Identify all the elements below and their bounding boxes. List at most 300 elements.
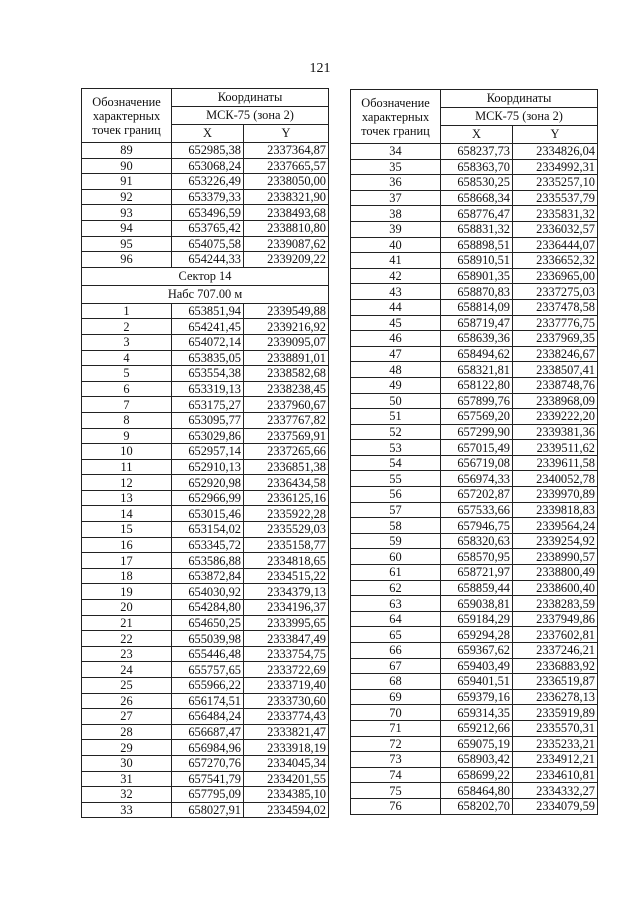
x-value: 654075,58 (172, 236, 244, 252)
y-value: 2334201,55 (244, 771, 329, 787)
table-row (82, 506, 329, 522)
point-number: 39 (351, 221, 441, 237)
point-number: 1 (82, 303, 172, 319)
table-row (351, 424, 598, 440)
point-number: 47 (351, 346, 441, 362)
table-row (351, 502, 598, 518)
table-row (82, 428, 329, 444)
designation-header-line2: характерных (92, 108, 161, 123)
x-value: 658494,62 (441, 346, 513, 362)
x-value: 656484,24 (172, 709, 244, 725)
x-value: 659314,35 (441, 705, 513, 721)
table-row (351, 377, 598, 393)
y-value: 2337478,58 (513, 299, 598, 315)
point-number: 58 (351, 518, 441, 534)
left-rows-bottom (82, 303, 329, 818)
designation-header-line3: точек границ (361, 123, 430, 138)
x-value: 659379,16 (441, 689, 513, 705)
table-row (82, 537, 329, 553)
coordinates-header: Координаты (441, 90, 598, 108)
point-number: 11 (82, 459, 172, 475)
table-row (351, 455, 598, 471)
y-value: 2335257,10 (513, 175, 598, 191)
x-value: 658898,51 (441, 237, 513, 253)
x-value: 654072,14 (172, 334, 244, 350)
y-value: 2333995,65 (244, 615, 329, 631)
y-value: 2336032,57 (513, 221, 598, 237)
point-number: 89 (82, 143, 172, 159)
x-value: 653872,84 (172, 568, 244, 584)
table-row (82, 459, 329, 475)
x-value: 657202,87 (441, 487, 513, 503)
left-rows-top (82, 143, 329, 268)
x-value: 657541,79 (172, 771, 244, 787)
x-value: 653851,94 (172, 303, 244, 319)
x-value: 653154,02 (172, 522, 244, 538)
point-number: 17 (82, 553, 172, 569)
x-value: 653379,33 (172, 189, 244, 205)
table-row (82, 412, 329, 428)
x-value: 653345,72 (172, 537, 244, 553)
point-number: 6 (82, 381, 172, 397)
table-row (82, 724, 329, 740)
point-number: 35 (351, 159, 441, 175)
point-number: 4 (82, 350, 172, 366)
right-rows (351, 144, 598, 815)
x-value: 658719,47 (441, 315, 513, 331)
point-number: 10 (82, 444, 172, 460)
point-number: 25 (82, 678, 172, 694)
x-value: 656984,96 (172, 740, 244, 756)
x-value: 653496,59 (172, 205, 244, 221)
point-number: 90 (82, 158, 172, 174)
x-value: 658122,80 (441, 377, 513, 393)
x-value: 653095,77 (172, 412, 244, 428)
table-row (82, 236, 329, 252)
y-value: 2334196,37 (244, 600, 329, 616)
x-value: 658668,34 (441, 190, 513, 206)
coordinate-system-header: МСК-75 (зона 2) (441, 108, 598, 126)
x-value: 658363,70 (441, 159, 513, 175)
table-row (351, 518, 598, 534)
point-number: 53 (351, 440, 441, 456)
x-value: 656687,47 (172, 724, 244, 740)
y-value: 2339564,24 (513, 518, 598, 534)
y-value: 2334332,27 (513, 783, 598, 799)
point-number: 22 (82, 631, 172, 647)
table-row (351, 362, 598, 378)
x-value: 658721,97 (441, 565, 513, 581)
table-row (351, 221, 598, 237)
x-value: 654650,25 (172, 615, 244, 631)
sector-title: Сектор 14 (82, 267, 329, 285)
x-value: 657533,66 (441, 502, 513, 518)
point-number: 7 (82, 397, 172, 413)
table-row (82, 787, 329, 803)
table-row (82, 615, 329, 631)
point-number: 26 (82, 693, 172, 709)
y-value: 2337960,67 (244, 397, 329, 413)
y-value: 2339222,20 (513, 409, 598, 425)
y-value: 2334594,02 (244, 802, 329, 818)
y-value: 2337767,82 (244, 412, 329, 428)
point-number: 36 (351, 175, 441, 191)
point-number: 68 (351, 674, 441, 690)
table-row (351, 798, 598, 814)
table-row (82, 646, 329, 662)
y-value: 2336652,32 (513, 253, 598, 269)
table-row (82, 553, 329, 569)
x-value: 658320,63 (441, 533, 513, 549)
point-number: 30 (82, 755, 172, 771)
y-value: 2338321,90 (244, 189, 329, 205)
y-value: 2339381,36 (513, 424, 598, 440)
y-value: 2333774,43 (244, 709, 329, 725)
point-number: 16 (82, 537, 172, 553)
y-value: 2338283,59 (513, 596, 598, 612)
y-value: 2334610,81 (513, 767, 598, 783)
point-number: 33 (82, 802, 172, 818)
table-row (351, 705, 598, 721)
x-value: 658570,95 (441, 549, 513, 565)
table-row (351, 144, 598, 160)
x-value: 659294,28 (441, 627, 513, 643)
point-number: 94 (82, 220, 172, 236)
point-number: 5 (82, 366, 172, 382)
x-value: 653554,38 (172, 366, 244, 382)
point-number: 24 (82, 662, 172, 678)
table-row (351, 206, 598, 222)
table-row (82, 189, 329, 205)
table-row (351, 440, 598, 456)
table-row (351, 346, 598, 362)
table-row (351, 253, 598, 269)
point-number: 54 (351, 455, 441, 471)
point-number: 67 (351, 658, 441, 674)
x-value: 653835,05 (172, 350, 244, 366)
point-number: 31 (82, 771, 172, 787)
coordinate-system-header: МСК-75 (зона 2) (172, 107, 329, 125)
table-row (351, 284, 598, 300)
table-row (82, 220, 329, 236)
y-value: 2335537,79 (513, 190, 598, 206)
x-value: 653029,86 (172, 428, 244, 444)
y-value: 2334379,13 (244, 584, 329, 600)
x-value: 654030,92 (172, 584, 244, 600)
table-row (351, 767, 598, 783)
point-number: 66 (351, 643, 441, 659)
y-value: 2336278,13 (513, 689, 598, 705)
table-row (351, 720, 598, 736)
x-value: 659212,66 (441, 720, 513, 736)
x-value: 657015,49 (441, 440, 513, 456)
x-value: 658903,42 (441, 752, 513, 768)
x-value: 653015,46 (172, 506, 244, 522)
table-row (82, 158, 329, 174)
y-value: 2338990,57 (513, 549, 598, 565)
y-value: 2333719,40 (244, 678, 329, 694)
y-value: 2333730,60 (244, 693, 329, 709)
table-row (351, 299, 598, 315)
table-row (351, 393, 598, 409)
x-value: 655446,48 (172, 646, 244, 662)
point-number: 60 (351, 549, 441, 565)
y-value: 2338238,45 (244, 381, 329, 397)
table-row (82, 522, 329, 538)
y-value: 2339970,89 (513, 487, 598, 503)
table-row (351, 736, 598, 752)
point-number: 65 (351, 627, 441, 643)
table-row (82, 143, 329, 159)
point-number: 72 (351, 736, 441, 752)
table-row (351, 752, 598, 768)
point-number: 76 (351, 798, 441, 814)
y-value: 2336434,58 (244, 475, 329, 491)
designation-header-line1: Обозначение (92, 94, 161, 109)
table-row (82, 319, 329, 335)
y-value: 2333847,49 (244, 631, 329, 647)
x-value: 653175,27 (172, 397, 244, 413)
x-value: 658814,09 (441, 299, 513, 315)
table-row (82, 366, 329, 382)
table-row (351, 159, 598, 175)
table-row (82, 771, 329, 787)
x-value: 653586,88 (172, 553, 244, 569)
y-value: 2338810,80 (244, 220, 329, 236)
table-row (82, 444, 329, 460)
point-number: 15 (82, 522, 172, 538)
y-value: 2337949,86 (513, 611, 598, 627)
y-value: 2338246,67 (513, 346, 598, 362)
point-number: 64 (351, 611, 441, 627)
point-number: 27 (82, 709, 172, 725)
page-number: 121 (309, 61, 331, 76)
y-value: 2336965,00 (513, 268, 598, 284)
point-number: 18 (82, 568, 172, 584)
x-value: 653226,49 (172, 174, 244, 190)
y-value: 2339549,88 (244, 303, 329, 319)
y-value: 2338493,68 (244, 205, 329, 221)
point-number: 37 (351, 190, 441, 206)
y-value: 2333722,69 (244, 662, 329, 678)
table-row (82, 693, 329, 709)
table-row (82, 678, 329, 694)
point-number: 63 (351, 596, 441, 612)
coordinates-header: Координаты (172, 89, 329, 107)
y-value: 2334992,31 (513, 159, 598, 175)
table-row (82, 755, 329, 771)
table-row (82, 475, 329, 491)
x-value: 654241,45 (172, 319, 244, 335)
table-row (351, 689, 598, 705)
y-value: 2334045,34 (244, 755, 329, 771)
table-row (82, 631, 329, 647)
table-row (82, 174, 329, 190)
y-value: 2333918,19 (244, 740, 329, 756)
table-row (351, 674, 598, 690)
table-row (82, 334, 329, 350)
point-number: 75 (351, 783, 441, 799)
x-value: 654284,80 (172, 600, 244, 616)
point-number: 13 (82, 490, 172, 506)
designation-header-line3: точек границ (92, 122, 161, 137)
table-row (351, 409, 598, 425)
y-value: 2334826,04 (513, 144, 598, 160)
x-value: 656974,33 (441, 471, 513, 487)
table-row (82, 584, 329, 600)
point-number: 3 (82, 334, 172, 350)
y-value: 2339087,62 (244, 236, 329, 252)
point-number: 40 (351, 237, 441, 253)
point-number: 96 (82, 252, 172, 268)
y-value: 2334912,21 (513, 752, 598, 768)
y-value: 2333754,75 (244, 646, 329, 662)
sector-height-row (82, 285, 329, 303)
point-number: 49 (351, 377, 441, 393)
y-value: 2338891,01 (244, 350, 329, 366)
point-number: 44 (351, 299, 441, 315)
point-number: 41 (351, 253, 441, 269)
x-value: 653319,13 (172, 381, 244, 397)
y-value: 2339095,07 (244, 334, 329, 350)
table-row (351, 175, 598, 191)
designation-header (82, 89, 172, 143)
y-value: 2338748,76 (513, 377, 598, 393)
x-value: 659367,62 (441, 643, 513, 659)
table-row (351, 237, 598, 253)
x-value: 658699,22 (441, 767, 513, 783)
table-row (351, 643, 598, 659)
table-row (82, 252, 329, 268)
x-value: 652966,99 (172, 490, 244, 506)
y-value: 2335158,77 (244, 537, 329, 553)
x-value: 658464,80 (441, 783, 513, 799)
point-number: 45 (351, 315, 441, 331)
point-number: 2 (82, 319, 172, 335)
x-value: 658027,91 (172, 802, 244, 818)
table-row (82, 350, 329, 366)
y-value: 2335233,21 (513, 736, 598, 752)
point-number: 51 (351, 409, 441, 425)
table-row (82, 397, 329, 413)
table-row (351, 190, 598, 206)
table-row (351, 487, 598, 503)
y-value: 2338600,40 (513, 580, 598, 596)
x-value: 658831,32 (441, 221, 513, 237)
x-value: 657899,76 (441, 393, 513, 409)
table-row (351, 596, 598, 612)
x-value: 655757,65 (172, 662, 244, 678)
point-number: 71 (351, 720, 441, 736)
x-value: 659075,19 (441, 736, 513, 752)
table-row (82, 662, 329, 678)
point-number: 28 (82, 724, 172, 740)
sector-height: Набс 707.00 м (82, 285, 329, 303)
y-value: 2337265,66 (244, 444, 329, 460)
point-number: 73 (351, 752, 441, 768)
point-number: 62 (351, 580, 441, 596)
designation-header-line2: характерных (361, 109, 430, 124)
x-column-header: X (441, 126, 513, 144)
y-value: 2336851,38 (244, 459, 329, 475)
y-value: 2338968,09 (513, 393, 598, 409)
table-row (351, 268, 598, 284)
x-value: 655966,22 (172, 678, 244, 694)
x-value: 659184,29 (441, 611, 513, 627)
x-value: 658859,44 (441, 580, 513, 596)
table-row (351, 565, 598, 581)
designation-header-line1: Обозначение (361, 95, 430, 110)
point-number: 9 (82, 428, 172, 444)
x-value: 655039,98 (172, 631, 244, 647)
x-value: 657270,76 (172, 755, 244, 771)
y-value: 2337275,03 (513, 284, 598, 300)
y-value: 2337969,35 (513, 331, 598, 347)
point-number: 93 (82, 205, 172, 221)
point-number: 12 (82, 475, 172, 491)
table-row (82, 381, 329, 397)
x-value: 658870,83 (441, 284, 513, 300)
sector-title-row (82, 267, 329, 285)
y-value: 2334385,10 (244, 787, 329, 803)
y-value: 2338582,68 (244, 366, 329, 382)
y-value: 2339818,83 (513, 502, 598, 518)
y-value: 2339216,92 (244, 319, 329, 335)
y-value: 2339611,58 (513, 455, 598, 471)
table-row (82, 568, 329, 584)
table-row (351, 315, 598, 331)
point-number: 20 (82, 600, 172, 616)
point-number: 19 (82, 584, 172, 600)
x-column-header: X (172, 125, 244, 143)
designation-header (351, 90, 441, 144)
y-value: 2339209,22 (244, 252, 329, 268)
x-value: 657946,75 (441, 518, 513, 534)
x-value: 658639,36 (441, 331, 513, 347)
table-row (351, 611, 598, 627)
x-value: 659401,51 (441, 674, 513, 690)
x-value: 652957,14 (172, 444, 244, 460)
table-row (351, 783, 598, 799)
table-row (351, 580, 598, 596)
x-value: 657299,90 (441, 424, 513, 440)
y-value: 2338800,49 (513, 565, 598, 581)
y-value: 2337569,91 (244, 428, 329, 444)
x-value: 658202,70 (441, 798, 513, 814)
point-number: 91 (82, 174, 172, 190)
y-value: 2335919,89 (513, 705, 598, 721)
y-value: 2337602,81 (513, 627, 598, 643)
coordinates-table-right (350, 89, 598, 815)
x-value: 658910,51 (441, 253, 513, 269)
y-value: 2334515,22 (244, 568, 329, 584)
y-value: 2335831,32 (513, 206, 598, 222)
table-row (82, 303, 329, 319)
x-value: 654244,33 (172, 252, 244, 268)
x-value: 658321,81 (441, 362, 513, 378)
point-number: 34 (351, 144, 441, 160)
x-value: 656174,51 (172, 693, 244, 709)
table-row (82, 490, 329, 506)
point-number: 52 (351, 424, 441, 440)
y-value: 2336444,07 (513, 237, 598, 253)
point-number: 50 (351, 393, 441, 409)
table-row (82, 740, 329, 756)
y-value: 2338507,41 (513, 362, 598, 378)
y-value: 2337364,87 (244, 143, 329, 159)
x-value: 653068,24 (172, 158, 244, 174)
x-value: 656719,08 (441, 455, 513, 471)
